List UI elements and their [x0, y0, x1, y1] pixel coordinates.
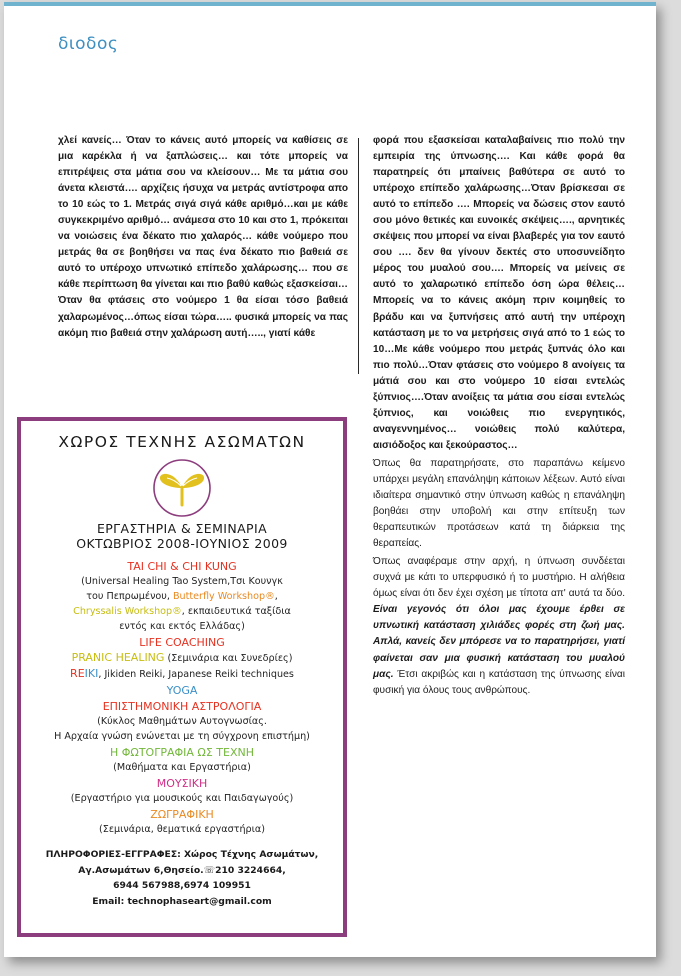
painting-heading: ΖΩΓΡΑΦΙΚΗ	[150, 808, 214, 821]
painting-desc: (Σεμινάρια, θεματικά εργαστήρια)	[99, 824, 265, 835]
para2-bold-italic: Είναι γεγονός ότι όλοι μας έχουμε έρθει σε υπνωτική κατάσταση χιλιάδες φορές στη ζωή μας. Απλά, κανείς δεν μπόρεσε να το παρατηρήσει, γιατί φαίνεται σαν μια φυσική κατάσταση του μυαλού μας.	[373, 604, 625, 680]
reiki-iki: IKI	[84, 667, 99, 680]
ad-subtitle-1: ΕΡΓΑΣΤΗΡΙΑ & ΣΕΜΙΝΑΡΙΑ	[96, 521, 268, 536]
tai-chi-desc-1: (Universal Healing Tao System,Τσι Κουνγκ	[81, 576, 283, 587]
para2-end: Έτσι ακριβώς και η κατάσταση της ύπνωσης είναι φυσική για όλους τους ανθρώπους.	[373, 668, 625, 696]
contact-email: Email: technophaseart@gmail.com	[92, 895, 272, 907]
yoga-heading: YOGA	[166, 684, 198, 697]
astrology-heading: ΕΠΙΣΤΗΜΟΝΙΚΗ ΑΣΤΡΟΛΟΓΙΑ	[102, 700, 262, 713]
pranic-line	[21, 650, 343, 666]
tai-chi-desc-2-text: του Πεπρωμένου,	[86, 591, 173, 602]
contact-line-1: ΠΛΗΡΟΦΟΡΙΕΣ-ΕΓΓΡΑΦΕΣ: Χώρος Τέχνης Ασωμάτων,	[45, 849, 319, 860]
magazine-logo: διοδος	[58, 34, 119, 54]
contact-line-3: 6944 567988,6974 109951	[113, 880, 251, 891]
tai-chi-desc-4: εντός και εκτός Ελλάδας)	[119, 621, 245, 632]
sprout-emblem-icon	[151, 457, 213, 519]
chryssalis-workshop: Chryssalis Workshop®	[73, 606, 182, 617]
music-heading: ΜΟΥΣΙΚΗ	[156, 777, 208, 790]
para2-plain: Όπως αναφέραμε στην αρχή, η ύπνωση συνδέεται συχνά με κάτι το υπερφυσικό ή το μυστήριο. Η αλήθεια όμως είναι ότι δεν έχει σχέση με τίποτα απ' αυτά τα δύο.	[373, 556, 625, 600]
pranic-heading: PRANIC HEALING	[71, 651, 165, 664]
right-paragraph-1: Όπως θα παρατηρήσατε, στο παραπάνω κείμενο υπάρχει μεγάλη επανάληψη κάποιων λέξεων. Αυτό είναι ιδιαίτερα σημαντικό στην ύπνωση καθώς η επανάληψη βοηθάει στην υποβολή και στην επίτευξη των θεραπευτικών προτάσεων κατά τη διάρκεια της θεραπείας.	[373, 457, 625, 550]
music-desc: (Εργαστήριο για μουσικούς και Παιδαγωγούς)	[70, 793, 294, 804]
right-column-text	[373, 133, 625, 699]
pranic-desc: (Σεμινάρια και Συνεδρίες)	[164, 653, 293, 664]
right-paragraph-2	[373, 554, 625, 698]
photography-heading: Η ΦΩΤΟΓΡΑΦΙΑ ΩΣ ΤΕΧΝΗ	[110, 746, 254, 759]
reiki-desc: , Jikiden Reiki, Japanese Reiki techniques	[98, 669, 294, 680]
tai-chi-desc-3	[21, 604, 343, 619]
reiki-re: RE	[70, 667, 85, 680]
left-column-text	[58, 133, 348, 342]
astrology-desc-2: Η Αρχαία γνώση ενώνεται με τη σύγχρονη επιστήμη)	[54, 731, 310, 742]
page-top-edge	[4, 2, 656, 6]
butterfly-workshop: Butterfly Workshop®	[172, 591, 275, 602]
right-bold-paragraph: φορά που εξασκείσαι καταλαβαίνεις πιο πολύ την εμπειρία της ύπνωσης…. Και κάθε φορά θα παρατηρείς ότι μπαίνεις βαθύτερα σε αυτό το υπέροχο επίπεδο χαλάρωσης…Όταν βρίσκεσαι σε αυτό το επίπεδο …. Μπορείς να δώσεις στον εαυτό σου μόνο θετικές και ευνοικές σκέψεις…., αρνητικές σκέψεις που μπορεί να είναι βλαβερές για τον εαυτό σου …. δεν θα γίνουν δεκτές στο υποσυνείδητο μέρος του μυαλού σου…. Μπορείς να μείνεις σε αυτό το χαλαρωτικό επίπεδο όση ώρα θέλεις… Μπορείς να το κάνεις ακόμη πριν κοιμηθείς το βράδυ και να ξυπνήσεις από αυτή την υπέροχη κατάσταση με το να μετρήσεις σιγά από το 1 εώς το 10…Με κάθε νούμερο που μετράς ξυπνάς όλο και πιο πολύ…Όταν φτάσεις στο νούμερο 8 ανοίγεις τα μάτιά σου και στο νούμερο 10 είσαι εντελώς ξύπνιος….Όταν ανοίξεις τα μάτια σου είσαι εντελώς ξύπνιος, και νοιώθεις πιο ενεργητικός, αναγεννημένος… νοιώθεις πολύ καλύτερα, αισιόδοξος και ξεκούραστος…	[373, 135, 625, 451]
reiki-line	[21, 666, 343, 682]
column-divider	[358, 138, 359, 374]
contact-line-2	[21, 863, 343, 879]
contact-info	[21, 847, 343, 909]
astrology-desc-1: (Κύκλος Μαθημάτων Αυτογνωσίας.	[97, 716, 267, 727]
tai-chi-heading: TAI CHI & CHI KUNG	[127, 560, 237, 573]
ad-title: ΧΩΡΟΣ ΤΕΧΝΗΣ ΑΣΩΜΑΤΩΝ	[58, 433, 306, 451]
advertisement-box	[17, 417, 347, 937]
contact-address: Αγ.Ασωμάτων 6,Θησείο.	[78, 864, 204, 876]
chryssalis-rest: , εκπαιδευτικά ταξίδια	[181, 606, 291, 617]
ad-subtitle-2: ΟΚΤΩΒΡΙΟΣ 2008-ΙΟΥΝΙΟΣ 2009	[76, 536, 288, 551]
phone-icon: ☏	[203, 864, 216, 876]
left-paragraph: χλεί κανείς… Όταν το κάνεις αυτό μπορείς να καθίσεις σε μια καρέκλα ή να ξαπλώσεις… και τότε μπορείς να επιτρέψεις στα μάτια σου να κλείσουν… Με τα μάτια σου άνετα κλειστά…. αρχίζεις ήσυχα να μετράς αντίστροφα απο το 10 εώς το 1. Μετράς σιγά σιγά κάθε αριθμό…και με κάθε συγκεκριμένο αριθμό… ανάμεσα στο 10 και στο 1, πρόκειται να νοιώσεις ένα δέκατο πιο χαλαρός… κάθε νούμερο που μετράς θα σε βοηθήσει να πας ένα δέκατο πιο βαθειά σε αυτό το υπέροχο υπνωτικό επίπεδο χαλάρωσης… που σε κάθε περίπτωση θα γίνεται και πιο βαθύ καθώς εξασκείσαι… Όταν θα φτάσεις στο νούμερο 1 θα είσαι τόσο βαθειά χαλαρωμένος…όπως είσαι τώρα….. φυσικά μπορείς να πας ακόμη πιο βαθειά στην χαλάρωση αυτή….., γιατί κάθε	[58, 135, 348, 339]
photography-desc: (Μαθήματα και Εργαστήρια)	[113, 762, 251, 773]
life-coaching-heading: LIFE COACHING	[139, 636, 225, 649]
tai-chi-desc-2: του Πεπρωμένου, Butterfly Workshop®,	[86, 591, 278, 602]
contact-phone: 210 3224664,	[215, 864, 286, 876]
